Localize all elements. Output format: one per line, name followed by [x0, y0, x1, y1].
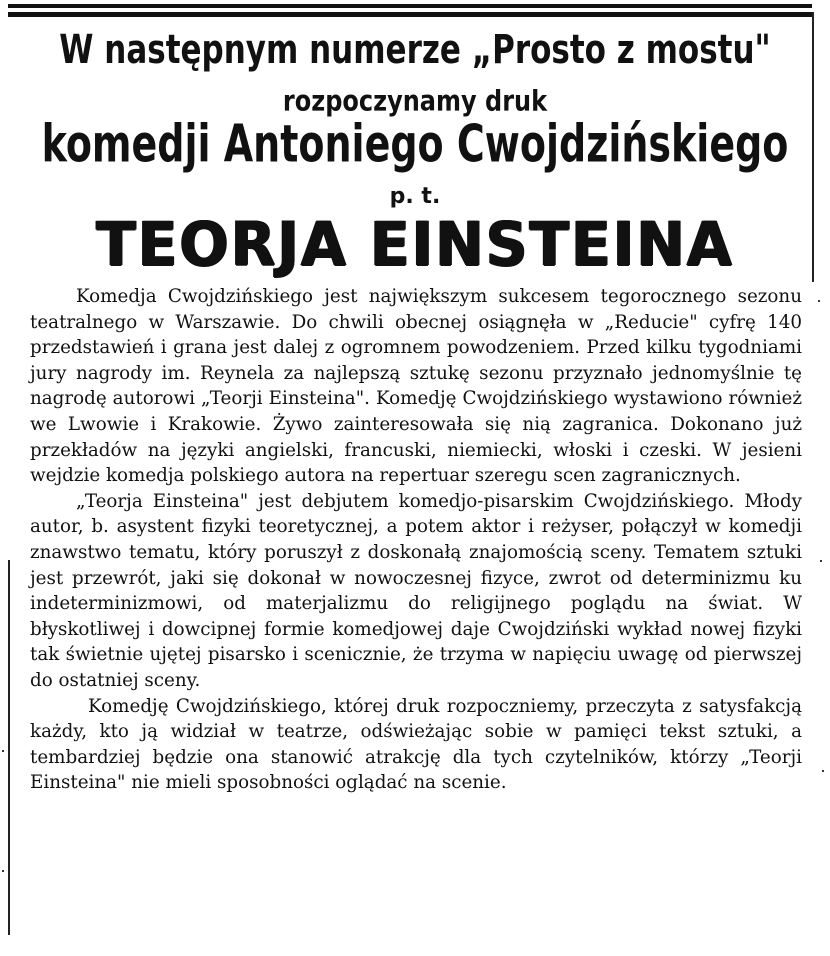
left-column-rule: [8, 560, 10, 935]
headline-line-3: komedji Antoniego Cwojdzińskiego: [41, 114, 789, 174]
print-speck: [822, 770, 824, 772]
article-body: [30, 284, 802, 796]
top-rule-thick: [8, 12, 812, 17]
print-speck: [2, 750, 4, 752]
article-paragraph-2: „Teorja Einsteina" jest debjutem komedjo-pisarskim Cwojdzińskiego. Młody autor, b. asystent fizyki teoretycznej, a potem aktor i reżyser, połączył w komedji znawstwo tematu, który poruszył z doskonałą znajomością sceny. Tematem sztuki jest przewrót, jaki się dokonał w nowoczesnej fizyce, zwrot od determinizmu ku indeterminizmowi, od materjalizmu do religijnego poglądu na świat. W błyskotliwej i dowcipnej formie komedjowej daje Cwojdziński wykład nowej fizyki tak świetnie ujętej pisarsko i scenicznie, że trzyma w napięciu uwagę od pierwszej do ostatniej sceny.: [30, 490, 802, 691]
headline-line-2: rozpoczynamy druk: [282, 84, 548, 118]
print-speck: [2, 870, 4, 872]
top-rule: [8, 4, 812, 8]
article-paragraph-1: Komedja Cwojdzińskiego jest największym sukcesem tegorocznego sezonu teatralnego w Warszawie. Do chwili obecnej osiągnęła w „Reducie" cyfrę 140 przedstawień i grana jest dalej z ogromnem powodzeniem. Przed kilku tygodniami jury nagrody im. Reynela za najlepszą sztukę sezonu przyznało jednomyślnie tę nagrodę autorowi „Teorji Einsteina". Komedję Cwojdzińskiego wystawiono również we Lwowie i Krakowie. Żywo zainteresowała się nią zagranica. Dokonano już przekładów na języki angielski, francuski, niemiecki, włoski i czeski. W jesieni wejdzie komedja polskiego autora na repertuar szeregu scen zagranicznych.: [30, 286, 802, 487]
headline-line-1: W następnym numerze „Prosto z mostu": [59, 26, 771, 74]
right-column-rule: [812, 12, 814, 282]
print-speck: [820, 560, 822, 562]
headline-title: TEORJA EINSTEINA: [96, 208, 734, 280]
print-speck: [818, 300, 820, 302]
headline-line-4: p. t.: [389, 184, 441, 209]
article-paragraph-3: Komedję Cwojdzińskiego, której druk rozpoczniemy, przeczyta z satysfakcją każdy, kto ją widział w teatrze, odświeżając sobie w pamięci tekst sztuki, a tembardziej będzie ona stanowić atrakcję dla tych czytelników, którzy „Teorji Einsteina" nie mieli sposobności oglądać na scenie.: [30, 695, 802, 794]
